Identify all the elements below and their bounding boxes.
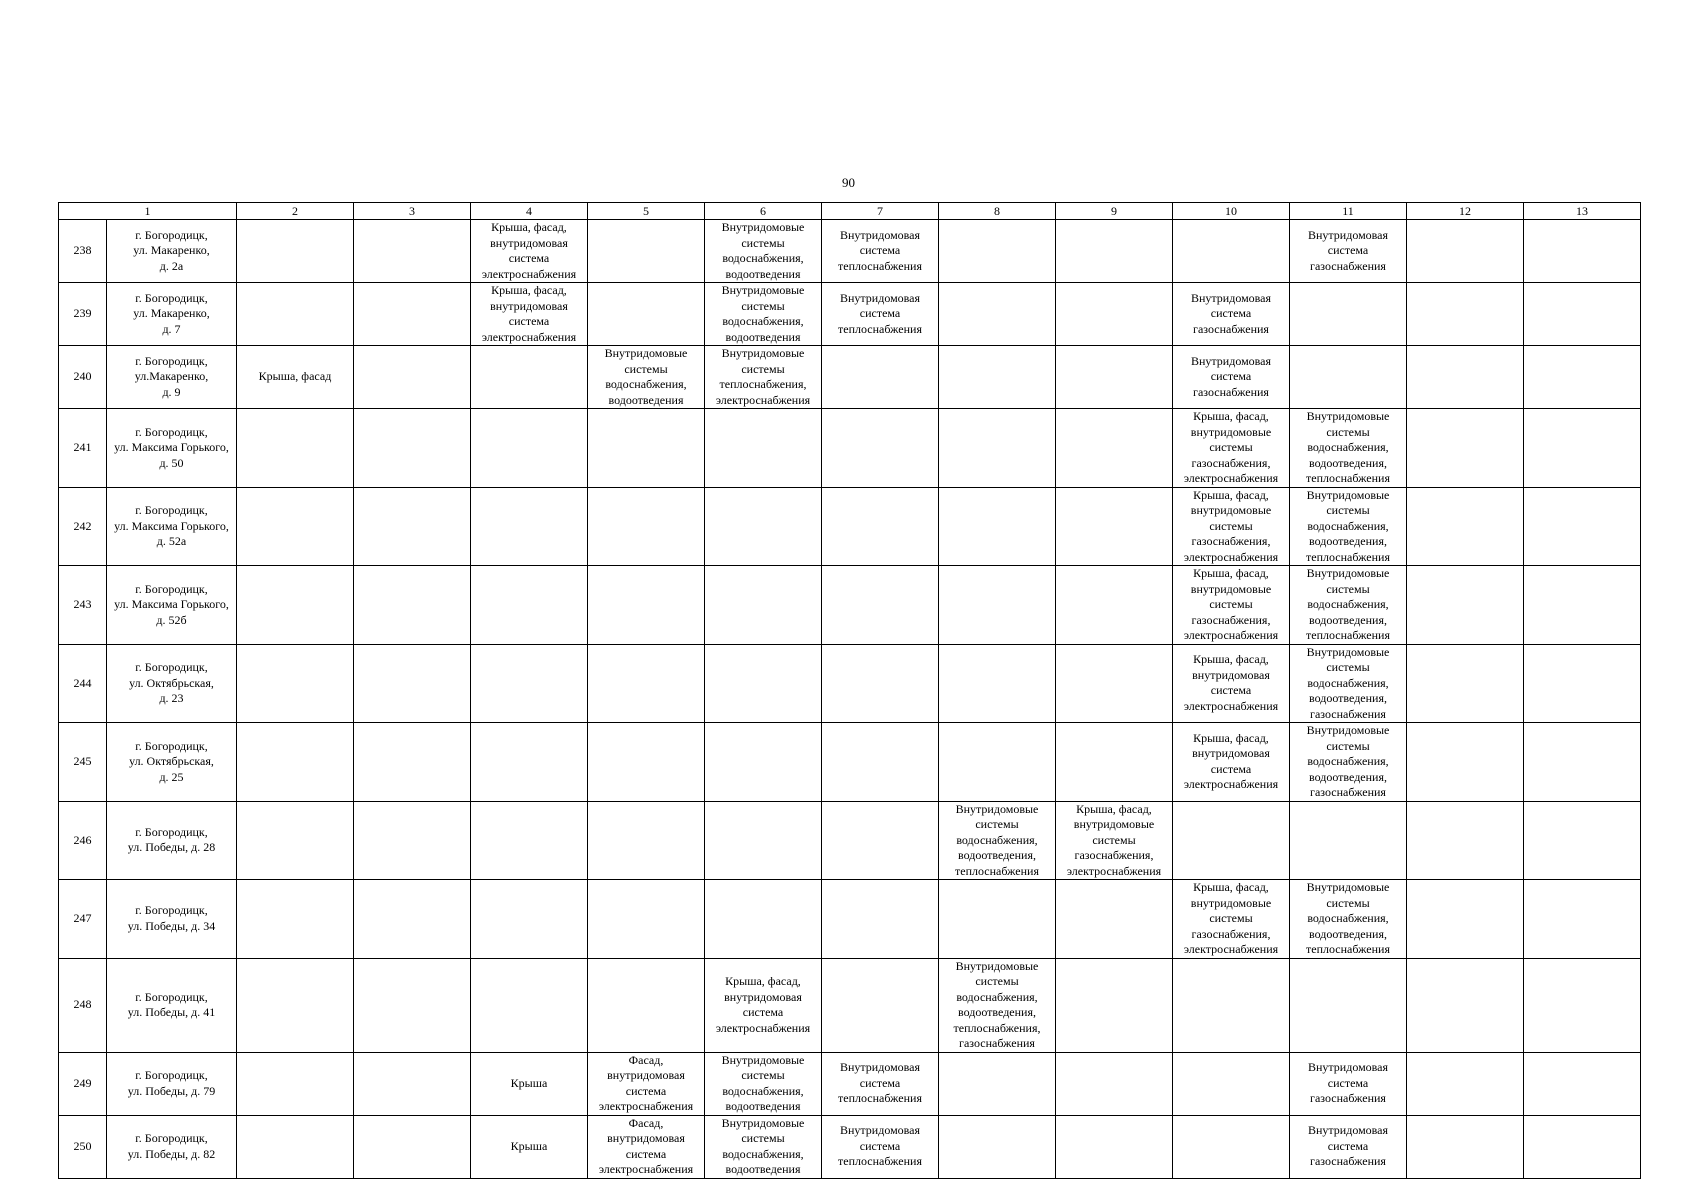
work-cell-col-6: Внутридомовые системы водоснабжения, водоотведения <box>705 1052 822 1115</box>
work-cell-col-8 <box>939 566 1056 645</box>
work-cell-col-3 <box>354 1052 471 1115</box>
column-header-7: 7 <box>822 203 939 220</box>
work-cell-col-10 <box>1173 801 1290 880</box>
work-cell-col-9 <box>1056 644 1173 723</box>
column-header-2: 2 <box>237 203 354 220</box>
column-header-8: 8 <box>939 203 1056 220</box>
work-cell-col-6 <box>705 723 822 802</box>
address-cell: г. Богородицк, ул. Макаренко, д. 2а <box>107 220 237 283</box>
work-cell-col-8 <box>939 220 1056 283</box>
work-cell-col-6: Внутридомовые системы водоснабжения, водоотведения <box>705 220 822 283</box>
work-cell-col-4 <box>471 346 588 409</box>
work-schedule-table <box>58 202 1641 1179</box>
work-cell-col-2 <box>237 644 354 723</box>
row-number: 246 <box>59 801 107 880</box>
work-cell-col-4: Крыша, фасад, внутридомовая система электроснабжения <box>471 220 588 283</box>
column-header-4: 4 <box>471 203 588 220</box>
work-cell-col-4 <box>471 801 588 880</box>
row-number: 245 <box>59 723 107 802</box>
address-cell: г. Богородицк, ул. Победы, д. 79 <box>107 1052 237 1115</box>
table-body <box>59 203 1641 1179</box>
work-cell-col-3 <box>354 880 471 959</box>
work-cell-col-13 <box>1524 644 1641 723</box>
column-header-10: 10 <box>1173 203 1290 220</box>
work-cell-col-13 <box>1524 220 1641 283</box>
work-cell-col-12 <box>1407 346 1524 409</box>
work-cell-col-7 <box>822 566 939 645</box>
work-cell-col-7: Внутридомовая система теплоснабжения <box>822 220 939 283</box>
work-cell-col-12 <box>1407 958 1524 1052</box>
work-cell-col-5: Фасад, внутридомовая система электроснабжения <box>588 1052 705 1115</box>
column-header-11: 11 <box>1290 203 1407 220</box>
work-cell-col-8 <box>939 283 1056 346</box>
work-cell-col-9 <box>1056 1115 1173 1178</box>
work-cell-col-3 <box>354 1115 471 1178</box>
work-cell-col-6 <box>705 487 822 566</box>
table-row <box>59 1115 1641 1178</box>
table-row <box>59 723 1641 802</box>
work-cell-col-5 <box>588 880 705 959</box>
work-cell-col-10: Крыша, фасад, внутридомовые системы газоснабжения, электроснабжения <box>1173 409 1290 488</box>
work-cell-col-7 <box>822 880 939 959</box>
address-cell: г. Богородицк, ул. Победы, д. 41 <box>107 958 237 1052</box>
table-row <box>59 346 1641 409</box>
work-cell-col-12 <box>1407 283 1524 346</box>
table-row <box>59 409 1641 488</box>
work-cell-col-3 <box>354 220 471 283</box>
work-cell-col-5 <box>588 566 705 645</box>
page-number: 90 <box>842 175 855 190</box>
work-cell-col-11: Внутридомовая система газоснабжения <box>1290 1115 1407 1178</box>
column-header-13: 13 <box>1524 203 1641 220</box>
work-cell-col-10 <box>1173 958 1290 1052</box>
work-cell-col-4: Крыша <box>471 1115 588 1178</box>
work-cell-col-2 <box>237 487 354 566</box>
work-cell-col-10: Крыша, фасад, внутридомовые системы газоснабжения, электроснабжения <box>1173 487 1290 566</box>
row-number: 250 <box>59 1115 107 1178</box>
table-row <box>59 487 1641 566</box>
work-cell-col-9 <box>1056 958 1173 1052</box>
work-cell-col-2 <box>237 409 354 488</box>
work-cell-col-11: Внутридомовые системы водоснабжения, водоотведения, теплоснабжения <box>1290 409 1407 488</box>
work-cell-col-8 <box>939 880 1056 959</box>
work-cell-col-7: Внутридомовая система теплоснабжения <box>822 1052 939 1115</box>
work-cell-col-4 <box>471 644 588 723</box>
work-cell-col-4 <box>471 723 588 802</box>
work-cell-col-6: Крыша, фасад, внутридомовая система электроснабжения <box>705 958 822 1052</box>
work-cell-col-11 <box>1290 958 1407 1052</box>
work-cell-col-6: Внутридомовые системы водоснабжения, водоотведения <box>705 283 822 346</box>
work-cell-col-9 <box>1056 487 1173 566</box>
work-cell-col-10: Крыша, фасад, внутридомовые системы газоснабжения, электроснабжения <box>1173 566 1290 645</box>
work-cell-col-13 <box>1524 487 1641 566</box>
column-header-1: 1 <box>59 203 237 220</box>
work-cell-col-13 <box>1524 723 1641 802</box>
work-cell-col-6 <box>705 880 822 959</box>
work-cell-col-13 <box>1524 801 1641 880</box>
column-header-5: 5 <box>588 203 705 220</box>
work-cell-col-3 <box>354 566 471 645</box>
address-cell: г. Богородицк, ул. Октябрьская, д. 23 <box>107 644 237 723</box>
work-cell-col-8: Внутридомовые системы водоснабжения, водоотведения, теплоснабжения, газоснабжения <box>939 958 1056 1052</box>
address-cell: г. Богородицк, ул.Макаренко, д. 9 <box>107 346 237 409</box>
table-row <box>59 283 1641 346</box>
work-cell-col-3 <box>354 346 471 409</box>
work-cell-col-8 <box>939 723 1056 802</box>
work-cell-col-2 <box>237 880 354 959</box>
work-cell-col-9 <box>1056 346 1173 409</box>
work-cell-col-5 <box>588 283 705 346</box>
work-cell-col-2 <box>237 220 354 283</box>
work-cell-col-5 <box>588 644 705 723</box>
work-cell-col-7 <box>822 723 939 802</box>
work-cell-col-10: Внутридомовая система газоснабжения <box>1173 283 1290 346</box>
work-cell-col-2: Крыша, фасад <box>237 346 354 409</box>
work-cell-col-8 <box>939 409 1056 488</box>
work-cell-col-12 <box>1407 801 1524 880</box>
work-cell-col-7 <box>822 958 939 1052</box>
table-row <box>59 1052 1641 1115</box>
address-cell: г. Богородицк, ул. Победы, д. 82 <box>107 1115 237 1178</box>
work-cell-col-9 <box>1056 1052 1173 1115</box>
work-cell-col-7: Внутридомовая система теплоснабжения <box>822 283 939 346</box>
row-number: 241 <box>59 409 107 488</box>
work-cell-col-3 <box>354 283 471 346</box>
work-cell-col-12 <box>1407 566 1524 645</box>
work-cell-col-6: Внутридомовые системы теплоснабжения, электроснабжения <box>705 346 822 409</box>
work-cell-col-11: Внутридомовая система газоснабжения <box>1290 220 1407 283</box>
work-cell-col-2 <box>237 566 354 645</box>
work-cell-col-11: Внутридомовая система газоснабжения <box>1290 1052 1407 1115</box>
work-cell-col-13 <box>1524 566 1641 645</box>
address-cell: г. Богородицк, ул. Максима Горького, д. 50 <box>107 409 237 488</box>
work-cell-col-4 <box>471 409 588 488</box>
work-cell-col-9 <box>1056 566 1173 645</box>
row-number: 240 <box>59 346 107 409</box>
address-cell: г. Богородицк, ул. Победы, д. 28 <box>107 801 237 880</box>
work-cell-col-8: Внутридомовые системы водоснабжения, водоотведения, теплоснабжения <box>939 801 1056 880</box>
work-cell-col-9 <box>1056 880 1173 959</box>
work-cell-col-2 <box>237 1115 354 1178</box>
column-header-12: 12 <box>1407 203 1524 220</box>
table-row <box>59 958 1641 1052</box>
work-cell-col-6 <box>705 566 822 645</box>
work-cell-col-3 <box>354 487 471 566</box>
row-number: 243 <box>59 566 107 645</box>
row-number: 244 <box>59 644 107 723</box>
address-cell: г. Богородицк, ул. Победы, д. 34 <box>107 880 237 959</box>
work-cell-col-7 <box>822 644 939 723</box>
work-cell-col-2 <box>237 723 354 802</box>
work-cell-col-5: Фасад, внутридомовая система электроснабжения <box>588 1115 705 1178</box>
work-cell-col-5 <box>588 801 705 880</box>
work-cell-col-11: Внутридомовые системы водоснабжения, водоотведения, теплоснабжения <box>1290 566 1407 645</box>
work-cell-col-3 <box>354 644 471 723</box>
work-cell-col-4 <box>471 958 588 1052</box>
work-cell-col-12 <box>1407 220 1524 283</box>
work-cell-col-3 <box>354 958 471 1052</box>
table-row <box>59 801 1641 880</box>
work-cell-col-6 <box>705 801 822 880</box>
work-cell-col-12 <box>1407 1115 1524 1178</box>
address-cell: г. Богородицк, ул. Октябрьская, д. 25 <box>107 723 237 802</box>
work-cell-col-5 <box>588 409 705 488</box>
column-header-6: 6 <box>705 203 822 220</box>
work-cell-col-10: Крыша, фасад, внутридомовая система электроснабжения <box>1173 644 1290 723</box>
table-row <box>59 220 1641 283</box>
work-cell-col-7 <box>822 346 939 409</box>
table-row <box>59 566 1641 645</box>
address-cell: г. Богородицк, ул. Макаренко, д. 7 <box>107 283 237 346</box>
work-cell-col-9: Крыша, фасад, внутридомовые системы газоснабжения, электроснабжения <box>1056 801 1173 880</box>
work-cell-col-8 <box>939 1115 1056 1178</box>
work-cell-col-10: Крыша, фасад, внутридомовые системы газоснабжения, электроснабжения <box>1173 880 1290 959</box>
work-cell-col-11 <box>1290 283 1407 346</box>
work-cell-col-11: Внутридомовые системы водоснабжения, водоотведения, газоснабжения <box>1290 644 1407 723</box>
work-cell-col-7 <box>822 487 939 566</box>
work-cell-col-4: Крыша <box>471 1052 588 1115</box>
work-cell-col-10 <box>1173 1115 1290 1178</box>
work-cell-col-8 <box>939 346 1056 409</box>
address-cell: г. Богородицк, ул. Максима Горького, д. 52а <box>107 487 237 566</box>
work-cell-col-12 <box>1407 644 1524 723</box>
work-cell-col-12 <box>1407 409 1524 488</box>
work-cell-col-7 <box>822 409 939 488</box>
work-cell-col-9 <box>1056 283 1173 346</box>
work-cell-col-2 <box>237 801 354 880</box>
work-cell-col-11 <box>1290 346 1407 409</box>
work-cell-col-10: Внутридомовая система газоснабжения <box>1173 346 1290 409</box>
work-cell-col-11: Внутридомовые системы водоснабжения, водоотведения, теплоснабжения <box>1290 487 1407 566</box>
work-cell-col-2 <box>237 958 354 1052</box>
work-cell-col-12 <box>1407 723 1524 802</box>
work-cell-col-4 <box>471 487 588 566</box>
work-cell-col-4: Крыша, фасад, внутридомовая система электроснабжения <box>471 283 588 346</box>
work-cell-col-11: Внутридомовые системы водоснабжения, водоотведения, газоснабжения <box>1290 723 1407 802</box>
work-cell-col-3 <box>354 409 471 488</box>
work-cell-col-8 <box>939 1052 1056 1115</box>
work-cell-col-11 <box>1290 801 1407 880</box>
work-cell-col-8 <box>939 487 1056 566</box>
work-cell-col-10 <box>1173 1052 1290 1115</box>
work-cell-col-5 <box>588 723 705 802</box>
work-cell-col-4 <box>471 566 588 645</box>
work-cell-col-2 <box>237 1052 354 1115</box>
table-row <box>59 880 1641 959</box>
row-number: 238 <box>59 220 107 283</box>
work-cell-col-10: Крыша, фасад, внутридомовая система электроснабжения <box>1173 723 1290 802</box>
row-number: 239 <box>59 283 107 346</box>
work-cell-col-5 <box>588 958 705 1052</box>
work-cell-col-3 <box>354 723 471 802</box>
work-cell-col-4 <box>471 880 588 959</box>
work-cell-col-10 <box>1173 220 1290 283</box>
work-cell-col-9 <box>1056 220 1173 283</box>
work-cell-col-2 <box>237 283 354 346</box>
work-cell-col-13 <box>1524 958 1641 1052</box>
column-header-3: 3 <box>354 203 471 220</box>
work-cell-col-5 <box>588 220 705 283</box>
work-cell-col-13 <box>1524 409 1641 488</box>
row-number: 242 <box>59 487 107 566</box>
address-cell: г. Богородицк, ул. Максима Горького, д. 52б <box>107 566 237 645</box>
work-cell-col-9 <box>1056 723 1173 802</box>
work-cell-col-6 <box>705 644 822 723</box>
row-number: 247 <box>59 880 107 959</box>
row-number: 249 <box>59 1052 107 1115</box>
work-cell-col-5 <box>588 487 705 566</box>
table-row <box>59 644 1641 723</box>
work-cell-col-9 <box>1056 409 1173 488</box>
work-cell-col-13 <box>1524 283 1641 346</box>
work-cell-col-5: Внутридомовые системы водоснабжения, водоотведения <box>588 346 705 409</box>
work-cell-col-12 <box>1407 1052 1524 1115</box>
work-cell-col-6: Внутридомовые системы водоснабжения, водоотведения <box>705 1115 822 1178</box>
work-cell-col-13 <box>1524 1115 1641 1178</box>
work-cell-col-13 <box>1524 880 1641 959</box>
work-cell-col-13 <box>1524 1052 1641 1115</box>
work-cell-col-8 <box>939 644 1056 723</box>
work-cell-col-12 <box>1407 880 1524 959</box>
work-cell-col-3 <box>354 801 471 880</box>
column-header-row <box>59 203 1641 220</box>
work-cell-col-6 <box>705 409 822 488</box>
work-cell-col-12 <box>1407 487 1524 566</box>
work-cell-col-13 <box>1524 346 1641 409</box>
work-cell-col-7: Внутридомовая система теплоснабжения <box>822 1115 939 1178</box>
work-cell-col-7 <box>822 801 939 880</box>
work-cell-col-11: Внутридомовые системы водоснабжения, водоотведения, теплоснабжения <box>1290 880 1407 959</box>
row-number: 248 <box>59 958 107 1052</box>
column-header-9: 9 <box>1056 203 1173 220</box>
